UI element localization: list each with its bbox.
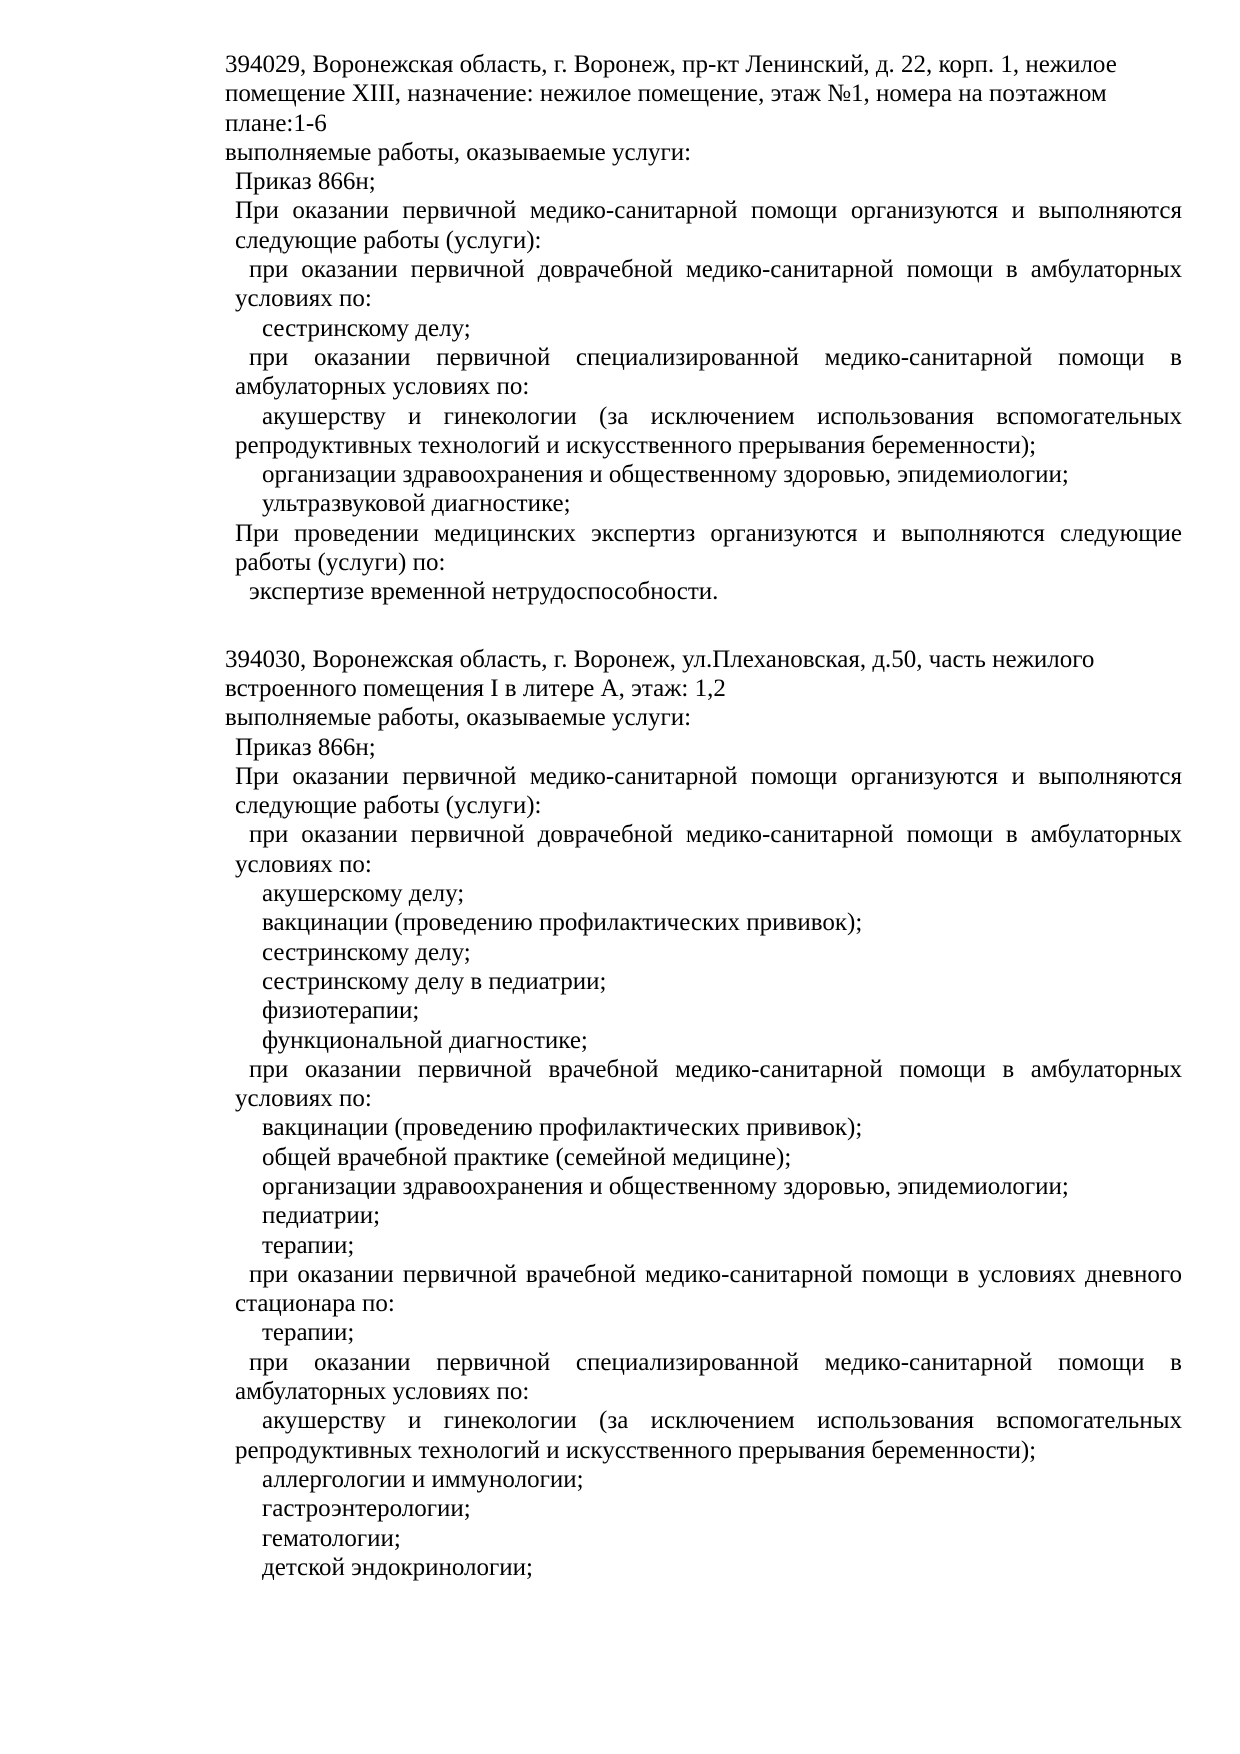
document-line: условиях по:: [235, 285, 372, 313]
document-line: аллергологии и иммунологии;: [262, 1465, 584, 1493]
document-line: при оказании первичной доврачебной медико-санитарной помощи в амбулаторных: [249, 821, 1182, 849]
document-line: следующие работы (услуги):: [235, 226, 542, 254]
document-line: стационара по:: [235, 1290, 395, 1318]
document-line: при оказании первичной доврачебной медико-санитарной помощи в амбулаторных: [249, 256, 1182, 284]
document-line: физиотерапии;: [262, 997, 420, 1025]
document-line: При оказании первичной медико-санитарной помощи организуются и выполняются: [235, 197, 1182, 225]
document-line: помещение XIII, назначение: нежилое помещение, этаж №1, номера на поэтажном: [225, 80, 1107, 108]
document-line: акушерству и гинекологии (за исключением использования вспомогательных: [262, 1407, 1182, 1435]
document-line: общей врачебной практике (семейной медицине);: [262, 1143, 792, 1171]
document-line: следующие работы (услуги):: [235, 792, 542, 820]
document-line: детской эндокринологии;: [262, 1553, 533, 1581]
document-line: акушерскому делу;: [262, 880, 465, 908]
document-line: При оказании первичной медико-санитарной помощи организуются и выполняются: [235, 762, 1182, 790]
document-line: при оказании первичной специализированной медико-санитарной помощи в: [249, 343, 1182, 371]
document-line: выполняемые работы, оказываемые услуги:: [225, 704, 692, 732]
document-line: сестринскому делу;: [262, 938, 471, 966]
document-line: сестринскому делу;: [262, 314, 471, 342]
document-line: репродуктивных технологий и искусственного прерывания беременности);: [235, 1436, 1037, 1464]
document-line: организации здравоохранения и общественному здоровью, эпидемиологии;: [262, 461, 1069, 489]
document-line: встроенного помещения I в литере А, этаж: 1,2: [225, 674, 726, 702]
document-line: условиях по:: [235, 850, 372, 878]
document-line: амбулаторных условиях по:: [235, 373, 530, 401]
document-line: организации здравоохранения и общественному здоровью, эпидемиологии;: [262, 1172, 1069, 1200]
licensed-object-394030: [225, 645, 1182, 1583]
document-line: работы (услуги) по:: [235, 549, 446, 577]
document-line: гематологии;: [262, 1524, 401, 1552]
document-line: экспертизе временной нетрудоспособности.: [249, 578, 719, 606]
document-line: 394030, Воронежская область, г. Воронеж, ул.Плехановская, д.50, часть нежилого: [225, 645, 1095, 673]
document-line: терапии;: [262, 1319, 355, 1347]
document-line: При проведении медицинских экспертиз организуются и выполняются следующие: [235, 519, 1182, 547]
document-line: педиатрии;: [262, 1202, 381, 1230]
licensed-object-394029: [225, 50, 1182, 607]
document-line: репродуктивных технологий и искусственного прерывания беременности);: [235, 431, 1037, 459]
document-line: при оказании первичной врачебной медико-санитарной помощи в условиях дневного: [249, 1260, 1182, 1288]
document-line: при оказании первичной врачебной медико-санитарной помощи в амбулаторных: [249, 1055, 1182, 1083]
document-line: сестринскому делу в педиатрии;: [262, 967, 607, 995]
document-line: акушерству и гинекологии (за исключением использования вспомогательных: [262, 402, 1182, 430]
document-line: плане:1-6: [225, 109, 327, 137]
document-line: терапии;: [262, 1231, 355, 1259]
document-line: вакцинации (проведению профилактических прививок);: [262, 909, 863, 937]
document-line: Приказ 866н;: [235, 168, 376, 196]
document-line: вакцинации (проведению профилактических прививок);: [262, 1114, 863, 1142]
document-line: 394029, Воронежская область, г. Воронеж, пр-кт Ленинский, д. 22, корп. 1, нежилое: [225, 51, 1117, 78]
document-line: ультразвуковой диагностике;: [262, 490, 571, 518]
document-line: функциональной диагностике;: [262, 1026, 588, 1054]
document-line: гастроэнтерологии;: [262, 1495, 471, 1523]
document-line: выполняемые работы, оказываемые услуги:: [225, 138, 692, 166]
license-services-text-block: [225, 50, 1182, 1582]
document-line: условиях по:: [235, 1085, 372, 1113]
document-line: Приказ 866н;: [235, 733, 376, 761]
document-line: при оказании первичной специализированной медико-санитарной помощи в: [249, 1348, 1182, 1376]
document-line: амбулаторных условиях по:: [235, 1378, 530, 1406]
